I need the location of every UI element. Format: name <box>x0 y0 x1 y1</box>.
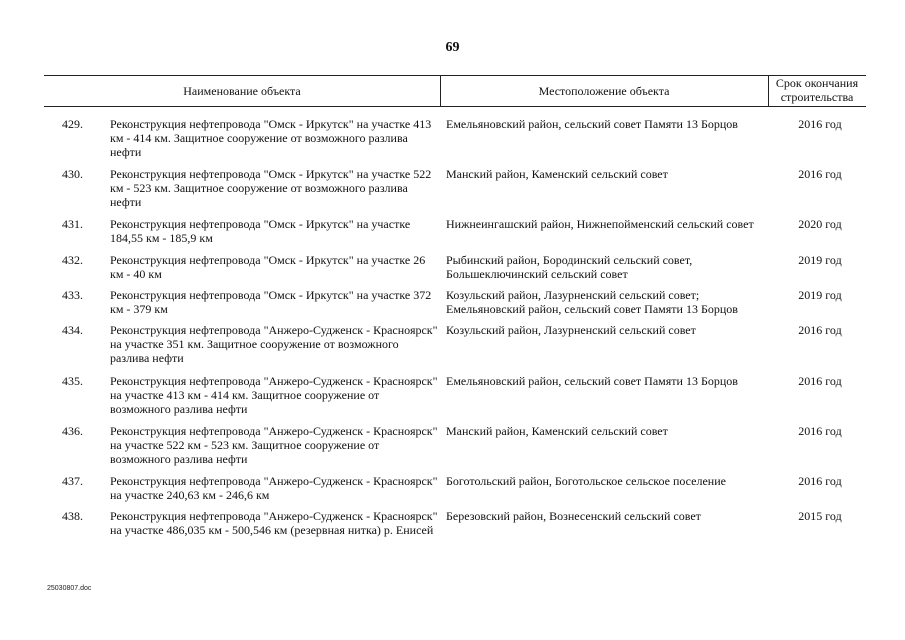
object-location: Боготольский район, Боготольское сельское поселение <box>446 474 726 488</box>
object-name: Реконструкция нефтепровода "Омск - Иркутск" на участке 413 км - 414 км. Защитное сооружение от возможного разлива нефти <box>110 117 432 159</box>
document-file-code: 25030807.doc <box>47 585 92 592</box>
row-number: 429. <box>62 117 83 131</box>
completion-year: 2019 год <box>798 253 842 267</box>
row-number: 435. <box>62 374 83 388</box>
row-number: 432. <box>62 253 83 267</box>
object-name: Реконструкция нефтепровода "Анжеро-Судженск - Красноярск" на участке 240,63 км - 246,6 км <box>110 474 438 502</box>
row-number: 433. <box>62 288 83 302</box>
object-location: Рыбинский район, Бородинский сельский совет, Большеключинский сельский совет <box>446 253 693 281</box>
object-location: Нижнеингашский район, Нижнепойменский сельский совет <box>446 217 754 231</box>
completion-year: 2016 год <box>798 474 842 488</box>
row-number: 434. <box>62 323 83 337</box>
table-row <box>0 323 905 374</box>
column-header-deadline-line2: строительства <box>780 90 854 104</box>
table-row <box>0 424 905 474</box>
completion-year: 2020 год <box>798 217 842 231</box>
header-bottom-rule <box>44 106 866 107</box>
table-row <box>0 167 905 217</box>
object-name: Реконструкция нефтепровода "Анжеро-Судженск - Красноярск" на участке 486,035 км - 500,546 км (резервная нитка) р. Енисей <box>110 509 438 537</box>
completion-year: 2016 год <box>798 167 842 181</box>
header-top-rule <box>44 75 866 76</box>
page-number: 69 <box>445 40 460 55</box>
table-row <box>0 509 905 559</box>
object-location: Манский район, Каменский сельский совет <box>446 167 668 181</box>
completion-year: 2016 год <box>798 323 842 337</box>
table-body <box>0 117 905 559</box>
column-header-deadline-line1: Срок окончания <box>775 76 859 90</box>
object-name: Реконструкция нефтепровода "Анжеро-Судженск - Красноярск" на участке 522 км - 523 км. Защитное сооружение от возможного разлива нефти <box>110 424 438 466</box>
column-header-deadline <box>768 76 866 104</box>
row-number: 431. <box>62 217 83 231</box>
table-row <box>0 217 905 253</box>
object-location: Емельяновский район, сельский совет Памяти 13 Борцов <box>446 374 738 388</box>
object-location: Манский район, Каменский сельский совет <box>446 424 668 438</box>
object-name: Реконструкция нефтепровода "Омск - Иркутск" на участке 522 км - 523 км. Защитное сооружение от возможного разлива нефти <box>110 167 432 209</box>
object-location: Емельяновский район, сельский совет Памяти 13 Борцов <box>446 117 738 131</box>
row-number: 436. <box>62 424 83 438</box>
row-number: 438. <box>62 509 83 523</box>
object-name: Реконструкция нефтепровода "Анжеро-Судженск - Красноярск" на участке 413 км - 414 км. Защитное сооружение от возможного разлива нефти <box>110 374 438 416</box>
object-location: Козульский район, Лазурненский сельский совет; Емельяновский район, сельский совет Памяти 13 Борцов <box>446 288 738 316</box>
table-row <box>0 117 905 167</box>
object-location: Козульский район, Лазурненский сельский совет <box>446 323 696 337</box>
object-name: Реконструкция нефтепровода "Омск - Иркутск" на участке 372 км - 379 км <box>110 288 432 316</box>
object-location: Березовский район, Вознесенский сельский совет <box>446 509 701 523</box>
column-header-location: Местоположение объекта <box>538 84 670 98</box>
object-name: Реконструкция нефтепровода "Омск - Иркутск" на участке 184,55 км - 185,9 км <box>110 217 411 245</box>
row-number: 430. <box>62 167 83 181</box>
completion-year: 2019 год <box>798 288 842 302</box>
table-row <box>0 253 905 288</box>
completion-year: 2015 год <box>798 509 842 523</box>
completion-year: 2016 год <box>798 374 842 388</box>
table-row <box>0 374 905 424</box>
table-row <box>0 474 905 509</box>
completion-year: 2016 год <box>798 117 842 131</box>
row-number: 437. <box>62 474 83 488</box>
object-name: Реконструкция нефтепровода "Омск - Иркутск" на участке 26 км - 40 км <box>110 253 426 281</box>
object-name: Реконструкция нефтепровода "Анжеро-Судженск - Красноярск" на участке 351 км. Защитное сооружение от возможного разлива нефти <box>110 323 438 365</box>
table-row <box>0 288 905 323</box>
column-header-name: Наименование объекта <box>183 84 301 98</box>
completion-year: 2016 год <box>798 424 842 438</box>
